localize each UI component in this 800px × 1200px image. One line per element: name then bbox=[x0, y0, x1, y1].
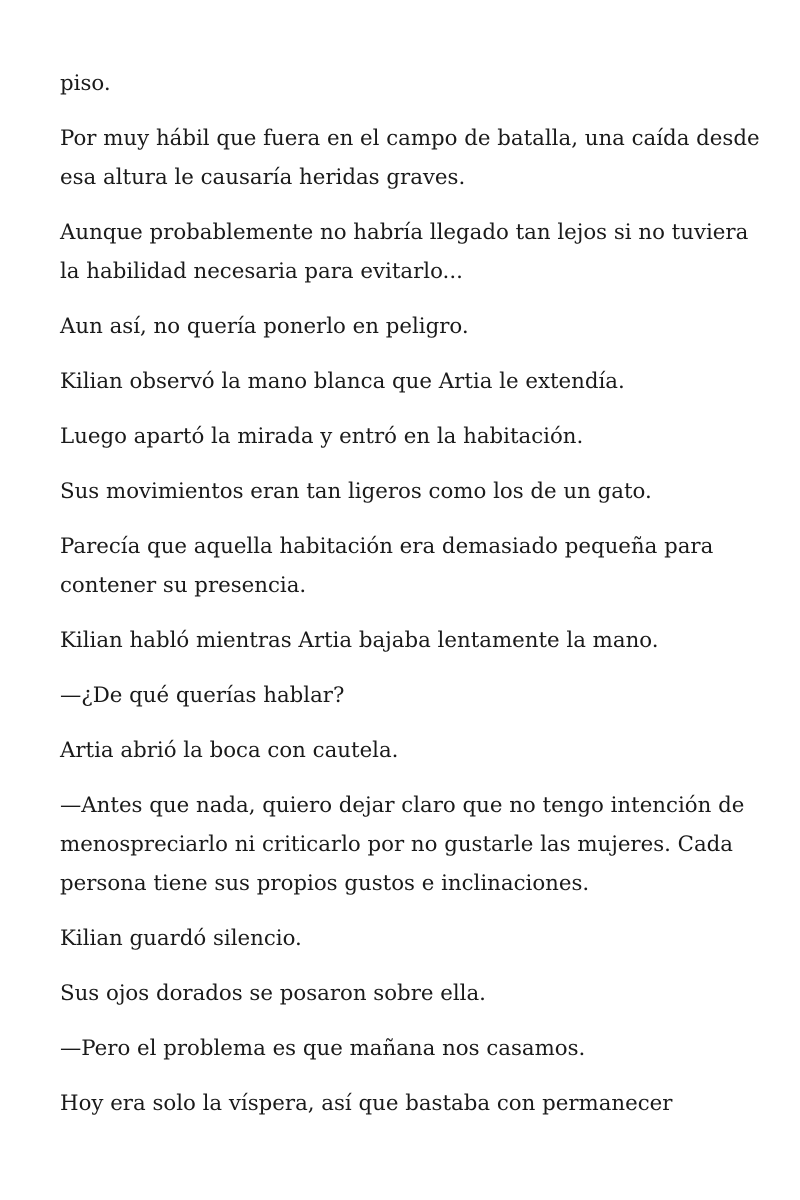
paragraph: Luego apartó la mirada y entró en la habitación. bbox=[60, 424, 584, 449]
dialogue-line: —Pero el problema es que mañana nos casamos. bbox=[60, 1036, 586, 1061]
paragraph: Kilian habló mientras Artia bajaba lentamente la mano. bbox=[60, 628, 659, 653]
paragraph: Por muy hábil que fuera en el campo de batalla, una caída desde esa altura le causaría heridas graves. bbox=[60, 126, 760, 190]
paragraph: Sus ojos dorados se posaron sobre ella. bbox=[60, 981, 486, 1006]
dialogue-line: —¿De qué querías hablar? bbox=[60, 683, 345, 708]
paragraph: Kilian observó la mano blanca que Artia le extendía. bbox=[60, 369, 625, 394]
paragraph: Sus movimientos eran tan ligeros como los de un gato. bbox=[60, 479, 652, 504]
paragraph: Hoy era solo la víspera, así que bastaba con permanecer bbox=[60, 1091, 673, 1116]
paragraph: Aunque probablemente no habría llegado tan lejos si no tuviera la habilidad necesaria para evitarlo... bbox=[60, 220, 749, 284]
paragraph: Parecía que aquella habitación era demasiado pequeña para contener su presencia. bbox=[60, 534, 714, 598]
paragraph: Kilian guardó silencio. bbox=[60, 926, 302, 951]
reading-page bbox=[60, 64, 760, 1139]
paragraph: Aun así, no quería ponerlo en peligro. bbox=[60, 314, 469, 339]
paragraph: piso. bbox=[60, 71, 111, 96]
dialogue-line: —Antes que nada, quiero dejar claro que no tengo intención de menospreciarlo ni criticarlo por no gustarle las mujeres. Cada persona tiene sus propios gustos e inclinaciones. bbox=[60, 793, 745, 896]
paragraph: Artia abrió la boca con cautela. bbox=[60, 738, 399, 763]
